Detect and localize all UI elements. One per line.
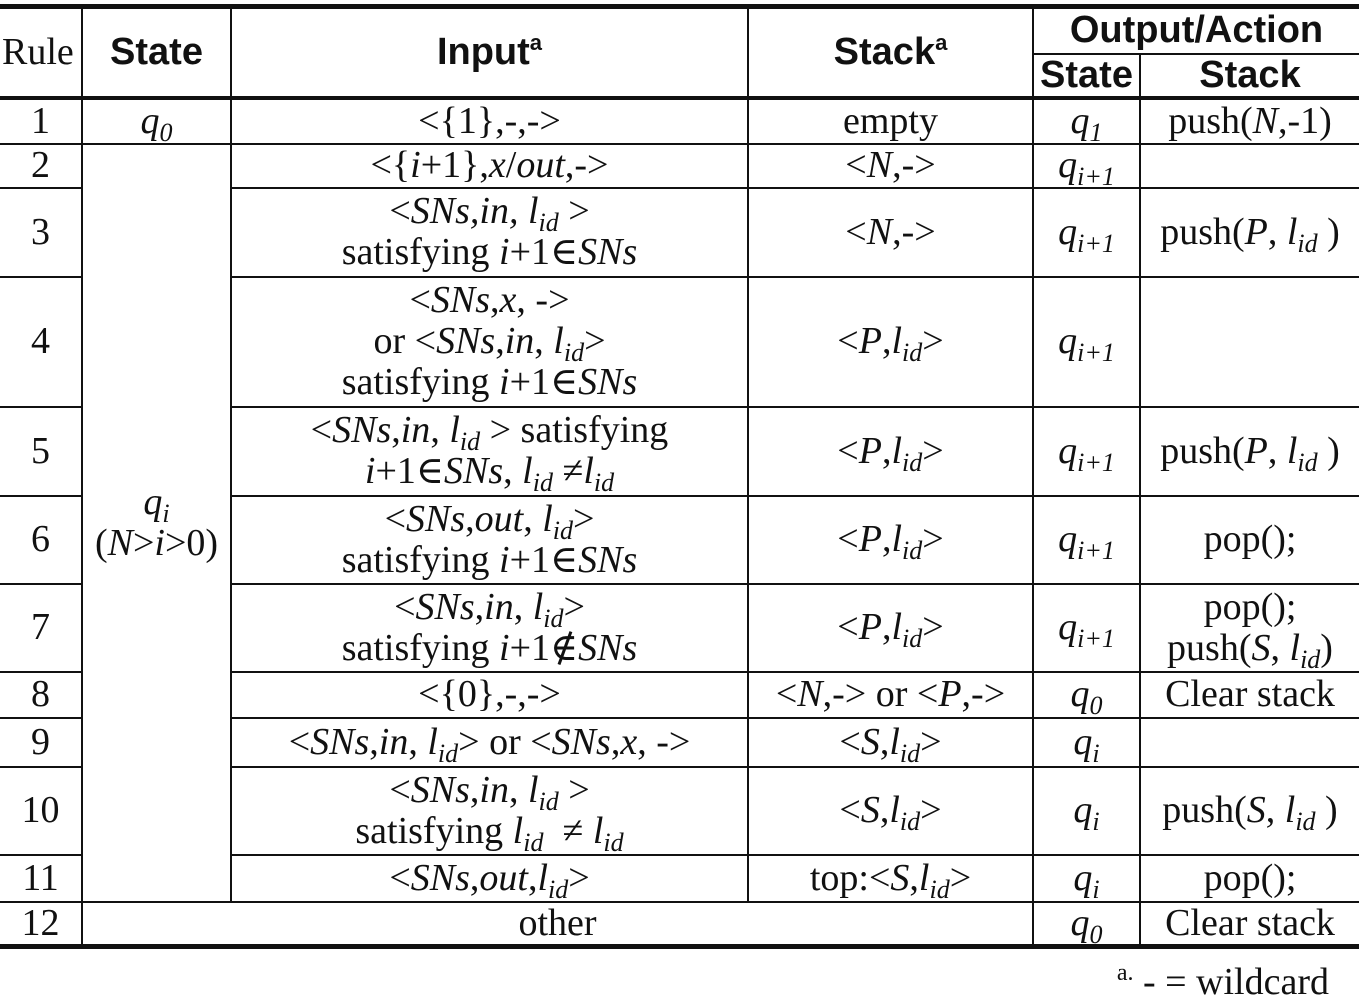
stack-cell: $<P,l_{id}>$ [748,584,1033,672]
header-state: State [82,7,231,98]
state-cell: $q_0$ [82,98,231,144]
input-cell: <SNs,in, $l_{id}$ > satisfying i+1∈SNs [231,188,748,277]
header-out-state: State [1033,54,1140,98]
rule-cell: 10 [0,767,82,855]
out-state-cell: $q_{i+1}$ [1033,407,1140,496]
input-cell: <SNs,in, $l_{id}$ > satisfying i+1∈SNs, $l_{id} \ne l_{id}$ [231,407,748,496]
out-stack-cell: push(S, $l_{id}$ ) [1140,767,1359,855]
out-stack-cell: Clear stack [1140,902,1359,947]
out-stack-cell [1140,718,1359,767]
table-row [0,98,1359,144]
out-stack-cell: push(N,-1) [1140,98,1359,144]
input-cell: other [82,902,1033,947]
stack-cell: <N,-> [748,188,1033,277]
input-cell: <SNs,x, -> or <SNs,in, $l_{id}>$ satisfying i+1∈SNs [231,277,748,407]
rule-cell: 1 [0,98,82,144]
out-stack-cell: push(P, $l_{id}$ ) [1140,188,1359,277]
input-cell: <{0},-,-> [231,672,748,718]
rule-cell: 4 [0,277,82,407]
state-transition-table [0,4,1359,949]
footnote-text: - = wildcard [1142,961,1329,1003]
input-cell: <SNs,in, $l_{id}>$ or <SNs,x, -> [231,718,748,767]
out-state-cell: $q_i$ [1033,718,1140,767]
rule-cell: 6 [0,496,82,584]
out-stack-cell: Clear stack [1140,672,1359,718]
stack-cell: $top:<S,l_{id}>$ [748,855,1033,902]
stack-cell: <N,-> or <P,-> [748,672,1033,718]
rule-cell: 12 [0,902,82,947]
out-state-cell: $q_1$ [1033,98,1140,144]
out-state-cell: $q_{i+1}$ [1033,584,1140,672]
header-input: Input$^a$ [231,7,748,98]
footnote [1117,960,1329,1004]
out-state-cell: $q_i$ [1033,767,1140,855]
out-state-cell: $q_{i+1}$ [1033,188,1140,277]
rule-cell: 7 [0,584,82,672]
out-state-cell: $q_{i+1}$ [1033,277,1140,407]
out-state-cell: $q_0$ [1033,902,1140,947]
out-state-cell: $q_{i+1}$ [1033,496,1140,584]
input-cell: $<SNs,out,l_{id}>$ [231,855,748,902]
stack-cell: $<P,l_{id}>$ [748,496,1033,584]
footnote-mark: a. [1116,960,1134,986]
input-cell: <SNs,out, $l_{id}>$ satisfying i+1∈SNs [231,496,748,584]
table-row [0,902,1359,947]
input-cell: <{i+1},x/out,-> [231,144,748,188]
stack-cell: <N,-> [748,144,1033,188]
stack-cell: $<S,l_{id}>$ [748,718,1033,767]
out-stack-cell [1140,144,1359,188]
out-state-cell: $q_0$ [1033,672,1140,718]
rule-cell: 2 [0,144,82,188]
rule-cell: 11 [0,855,82,902]
input-cell: <{1},-,-> [231,98,748,144]
header-output-action: Output/Action [1033,7,1359,54]
header-rule: Rule [0,7,82,98]
out-state-cell: $q_{i+1}$ [1033,144,1140,188]
out-stack-cell: pop(); push(S, $l_{id}$) [1140,584,1359,672]
merged-state-cell: $q_i$ (N>i>0) [82,144,231,902]
out-stack-cell: pop(); [1140,855,1359,902]
input-cell: <SNs,in, $l_{id}$ > satisfying $l_{id} \ne l_{id}$ [231,767,748,855]
rule-cell: 5 [0,407,82,496]
out-stack-cell: push(P, $l_{id}$ ) [1140,407,1359,496]
rule-cell: 8 [0,672,82,718]
out-stack-cell: pop(); [1140,496,1359,584]
input-cell: <SNs,in, $l_{id}>$ satisfying i+1∉SNs [231,584,748,672]
header-stack: Stack$^a$ [748,7,1033,98]
stack-cell: $<P,l_{id}>$ [748,277,1033,407]
stack-cell: empty [748,98,1033,144]
rule-cell: 3 [0,188,82,277]
stack-cell: $<S,l_{id}>$ [748,767,1033,855]
out-state-cell: $q_i$ [1033,855,1140,902]
rule-cell: 9 [0,718,82,767]
out-stack-cell [1140,277,1359,407]
table-row [0,144,1359,188]
stack-cell: $<P,l_{id}>$ [748,407,1033,496]
header-out-stack: Stack [1140,54,1359,98]
